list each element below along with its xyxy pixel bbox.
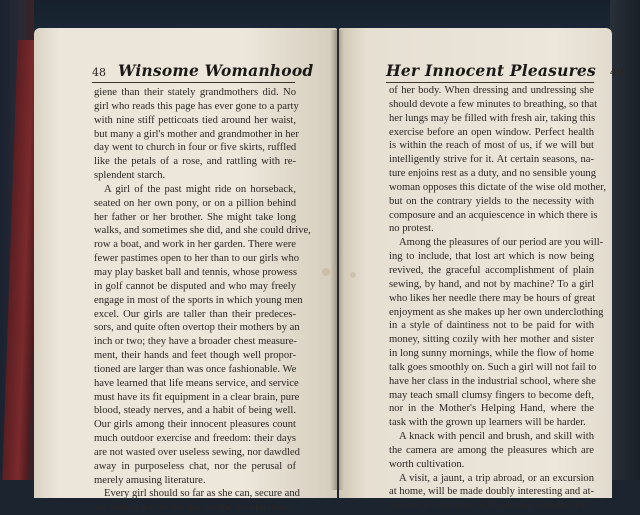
text-line: seated on her own pony, or on a pillion behind	[94, 197, 296, 209]
text-line: her lungs may be filled with fresh air, taking this	[389, 112, 596, 124]
text-line: is within the reach of most of us, if we will but	[389, 140, 594, 152]
text-line: should devote a few minutes to breathing, so that	[389, 98, 598, 110]
text-line: A knack with pencil and brush, and skill with	[399, 431, 594, 443]
text-line: no protest.	[389, 223, 434, 235]
text-line: but on the contrary yields to the necessity with	[389, 195, 594, 207]
text-line: revived, the graceful accomplishment of plain	[389, 264, 594, 276]
text-line: in long sunny mornings, while the flow of home	[389, 348, 594, 360]
right-page-body	[389, 84, 607, 513]
text-line: at home, will be made doubly interesting and at-	[389, 486, 595, 498]
left-running-title: Winsome Womanhood	[118, 61, 314, 80]
text-line: much outdoor exercise and freedom: their days	[94, 433, 296, 445]
text-line: composure and an acquiescence in which there is	[389, 209, 598, 221]
text-line: A visit, a jaunt, a trip abroad, or an excursion	[399, 472, 594, 484]
text-line: ment, their hands and feet though well propor-	[94, 350, 296, 362]
text-line: splendent starch.	[94, 170, 166, 182]
text-line: with nine stiff petticoats tied around her waist,	[94, 114, 296, 126]
text-line: woman opposes this dictate of the wise old mother,	[389, 181, 607, 193]
text-line: are not wasted over useless sewing, nor dawdled	[94, 446, 300, 458]
right-page-header	[386, 61, 624, 83]
text-line: sors, and quite often overtop their mothers by an	[94, 322, 300, 334]
text-line: engage in most of the sports in which young men	[94, 294, 303, 306]
text-line: blood, steady nerves, and a habit of being well.	[94, 405, 296, 417]
text-line: may teach small clumsy fingers to become deft,	[389, 389, 594, 401]
left-page-number: 48	[92, 66, 106, 79]
text-line: tioned are larger than was once fashionable. We	[94, 363, 297, 375]
right-header-rule	[386, 82, 594, 83]
book-gutter	[330, 30, 344, 490]
text-line: ture enjoins rest as a duty, and no sensible young	[389, 168, 597, 180]
text-line: day went to church in four or five skirts, ruffled	[94, 142, 297, 154]
text-line: tractive if souvenirs of its peculiar features are	[389, 500, 586, 512]
text-line: row a boat, and work in her garden. There were	[94, 239, 296, 251]
left-header-rule	[92, 82, 295, 83]
text-line: away in purposeless chat, nor the perusal of	[94, 460, 296, 472]
text-line: but many a girl's mother and grandmother in her	[94, 128, 299, 140]
text-line: sewing, by hand, and not by machine? To a girl	[389, 278, 594, 290]
left-page-body	[94, 86, 311, 515]
page-stain	[322, 268, 330, 276]
text-line: her father or her brother. She might take long	[94, 211, 296, 223]
text-line: in golf cannot be disputed and who may freely	[94, 280, 296, 292]
text-line: have her class in the industrial school, where she	[389, 375, 596, 387]
right-running-title: Her Innocent Pleasures	[386, 61, 596, 80]
text-line: the camera are among the pleasures which are	[389, 444, 594, 456]
text-line: ing to include, that lost art which is now being	[389, 251, 594, 263]
text-line: giene than their stately grandmothers did. No	[94, 87, 296, 98]
text-line: worth cultivation.	[389, 458, 465, 470]
text-line: in a style of daintiness not to be paid for with	[389, 320, 594, 332]
text-line: Every girl should so far as she can, secure and	[104, 488, 300, 500]
text-line: intelligently strive for it. At certain seasons, na-	[389, 154, 594, 166]
text-line: may play basket ball and tennis, whose prowess	[94, 266, 298, 278]
text-line: of her body. When dressing and undressing she	[389, 85, 594, 96]
text-line: who likes her needle there may be hours of great	[389, 292, 596, 304]
text-line: girl who reads this page has ever gone to a party	[94, 100, 299, 112]
text-line: must have its fit equipment in a clear brain, pure	[94, 391, 300, 403]
text-line: task with the grown up learners will be harder.	[389, 417, 586, 429]
text-line: excel. Our girls are taller than their predeces-	[94, 308, 296, 320]
text-line: merely amusing literature.	[94, 474, 206, 486]
text-line: set aside a part of the day for the development	[94, 502, 290, 514]
page-stain	[350, 272, 356, 278]
text-line: talk goes smoothly on. Such a girl will not fail to	[389, 361, 597, 373]
text-line: fewer pastimes open to her than to our girls who	[94, 253, 300, 265]
text-line: have learned that life means service, and service	[94, 377, 299, 389]
text-line: enjoyment as she makes up her own underclothing	[389, 306, 604, 318]
text-line: Our girls among their innocent pleasures count	[94, 419, 296, 431]
text-line: A girl of the past might ride on horseback,	[104, 183, 296, 195]
text-line: inch or two; they have a broader chest measure-	[94, 336, 297, 348]
left-page-header	[92, 61, 314, 83]
text-line: money, sitting cozily with her mother and sister	[389, 334, 594, 346]
text-line: nor in the Mother's Helping Hand, where the	[389, 403, 594, 415]
text-line: Among the pleasures of our period are you will-	[399, 237, 604, 249]
text-line: like the petals of a rose, and rattling with re-	[94, 156, 296, 168]
text-line: exercise before an open window. Perfect health	[389, 126, 594, 138]
right-page-number: 49	[609, 66, 624, 79]
text-line: walks, and sometimes she did, and she could drive,	[94, 225, 311, 237]
